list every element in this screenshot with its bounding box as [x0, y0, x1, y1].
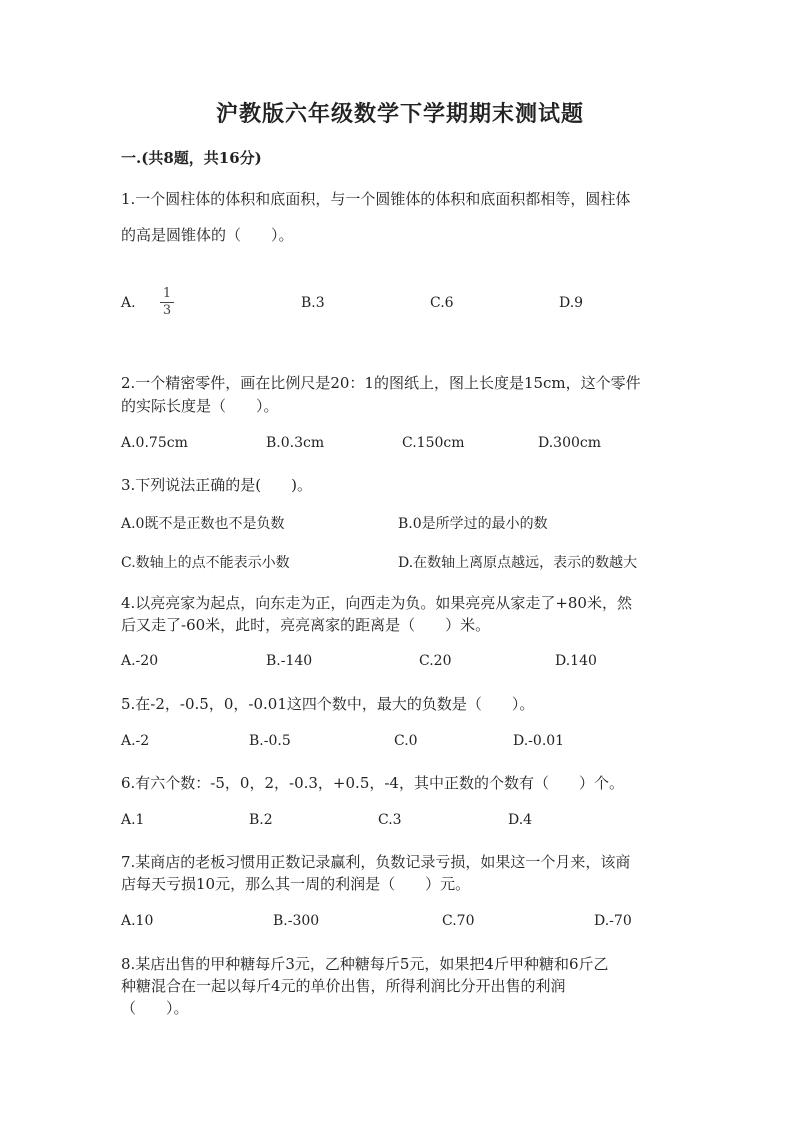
question-4-line-1: 4.以亮亮家为起点，向东走为正，向西走为负。如果亮亮从家走了+80米，然 [121, 594, 632, 612]
question-7-line-2: 店每天亏损10元，那么其一周的利润是（ ）元。 [121, 875, 471, 893]
question-7-option-b: B.-300 [273, 913, 320, 929]
question-3-line-1: 3.下列说法正确的是( )。 [121, 476, 313, 494]
question-5-option-a: A.-2 [121, 733, 150, 749]
question-1-line-1: 1.一个圆柱体的体积和底面积，与一个圆锥体的体积和底面积都相等，圆柱体 [121, 190, 631, 208]
question-2-option-b: B.0.3cm [266, 435, 325, 451]
question-3-option-a: A.0既不是正数也不是负数 [121, 516, 285, 532]
question-2-option-c: C.150cm [402, 435, 465, 451]
question-4-option-b: B.-140 [266, 653, 313, 669]
question-1-option-a-label: A. [121, 295, 136, 311]
question-5-option-d: D.-0.01 [513, 733, 565, 749]
question-6-option-a: A.1 [121, 812, 145, 828]
question-3-option-c: C.数轴上的点不能表示小数 [121, 555, 290, 571]
question-1-option-b: B.3 [301, 295, 325, 311]
question-3-option-b: B.0是所学过的最小的数 [398, 516, 548, 532]
question-3-option-d: D.在数轴上离原点越远，表示的数越大 [398, 555, 638, 571]
question-8-line-3: （ ）。 [121, 999, 189, 1017]
question-7-option-d: D.-70 [594, 913, 632, 929]
question-2-line-1: 2.一个精密零件，画在比例尺是20：1的图纸上，图上长度是15cm，这个零件 [121, 374, 641, 392]
question-1-line-2: 的高是圆锥体的（ ）。 [121, 226, 294, 244]
question-2-line-2: 的实际长度是（ ）。 [121, 397, 279, 415]
page-title: 沪教版六年级数学下学期期末测试题 [215, 101, 584, 127]
question-6-line-1: 6.有六个数：-5，0，2，-0.3，+0.5，-4，其中正数的个数有（ ）个。 [121, 774, 624, 792]
question-8-line-1: 8.某店出售的甲种糖每斤3元，乙种糖每斤5元，如果把4斤甲种糖和6斤乙 [121, 955, 609, 973]
question-7-line-1: 7.某商店的老板习惯用正数记录赢利，负数记录亏损，如果这一个月来，该商 [121, 853, 631, 871]
question-6-option-b: B.2 [249, 812, 273, 828]
question-1-option-c: C.6 [430, 295, 454, 311]
section-heading: 一.(共8题，共16分) [121, 149, 262, 167]
question-1-option-d: D.9 [559, 295, 584, 311]
question-4-option-d: D.140 [555, 653, 597, 669]
question-4-line-2: 后又走了-60米，此时，亮亮离家的距离是（ ）米。 [121, 616, 491, 634]
question-6-option-c: C.3 [378, 812, 402, 828]
question-2-option-a: A.0.75cm [121, 435, 188, 451]
fraction-denominator: 3 [162, 303, 172, 318]
question-4-option-a: A.-20 [121, 653, 159, 669]
question-5-line-1: 5.在-2，-0.5，0，-0.01这四个数中，最大的负数是（ ）。 [121, 695, 535, 713]
question-1-option-a-fraction [160, 287, 174, 318]
question-6-option-d: D.4 [508, 812, 533, 828]
question-8-line-2: 种糖混合在一起以每斤4元的单价出售，所得利润比分开出售的利润 [121, 977, 566, 995]
question-7-option-a: A.10 [121, 913, 154, 929]
question-2-option-d: D.300cm [538, 435, 602, 451]
fraction-numerator: 1 [162, 286, 172, 301]
question-7-option-c: C.70 [442, 913, 475, 929]
question-4-option-c: C.20 [419, 653, 452, 669]
question-5-option-b: B.-0.5 [249, 733, 291, 749]
question-5-option-c: C.0 [394, 733, 418, 749]
